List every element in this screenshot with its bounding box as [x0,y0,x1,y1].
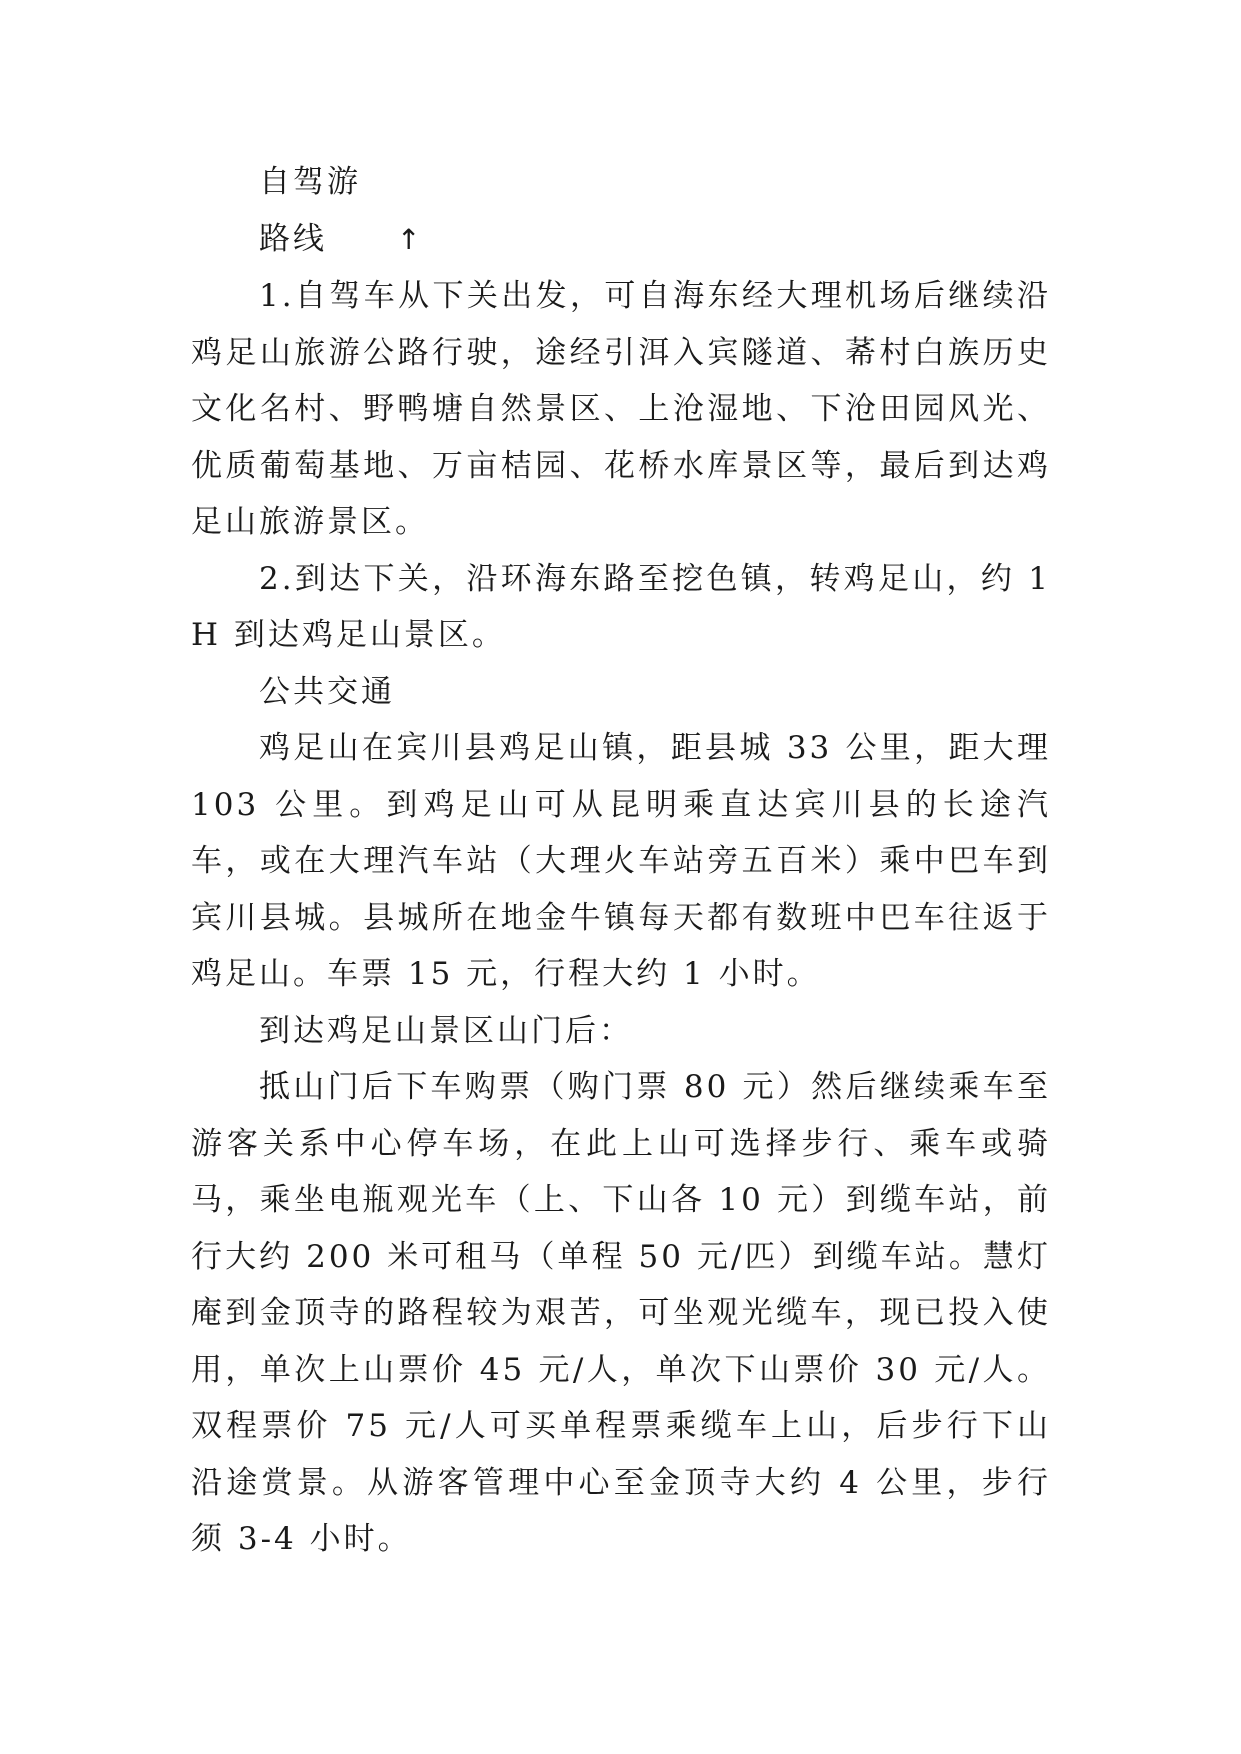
heading-arrival: 到达鸡足山景区山门后： [259,1012,633,1049]
public-transport-paragraph: 鸡足山在宾川县鸡足山镇，距县城 33 公里，距大理 103 公里。到鸡足山可从昆明乘直达宾川县的长途汽车，或在大理汽车站（大理火车站旁五百米）乘中巴车到宾川县城。县城所在地金牛镇每天都有数班中巴车往返于鸡足山。车票 15 元，行程大约 1 小时。 [191,730,1051,992]
route-paragraph-2: 2.到达下关，沿环海东路至挖色镇，转鸡足山，约 1H 到达鸡足山景区。 [191,560,1051,653]
heading-route-text: 路线 [259,220,327,257]
document-body [191,154,1051,1568]
arrival-paragraph: 抵山门后下车购票（购门票 80 元）然后继续乘车至游客关系中心停车场，在此上山可选择步行、乘车或骑马，乘坐电瓶观光车（上、下山各 10 元）到缆车站，前行大约 200 米可租马（单程 50 元/匹）到缆车站。慧灯庵到金顶寺的路程较为艰苦，可坐观光缆车，现已投入使用，单次上山票价 45 元/人，单次下山票价 30 元/人。双程票价 75 元/人可买单程票乘缆车上山，后步行下山沿途赏景。从游客管理中心至金顶寺大约 4 公里，步行须 3-4 小时。 [191,1069,1051,1557]
route-paragraph-1: 1.自驾车从下关出发，可自海东经大理机场后继续沿鸡足山旅游公路行驶，途经引洱入宾隧道、莃村白族历史文化名村、野鸭塘自然景区、上沧湿地、下沧田园风光、优质葡萄基地、万亩桔园、花桥水库景区等，最后到达鸡足山旅游景区。 [191,278,1051,540]
heading-public-transport: 公共交通 [259,673,395,710]
heading-self-drive: 自驾游 [259,164,361,200]
up-arrow-icon: ↑ [397,222,424,256]
heading-route [191,211,1051,269]
